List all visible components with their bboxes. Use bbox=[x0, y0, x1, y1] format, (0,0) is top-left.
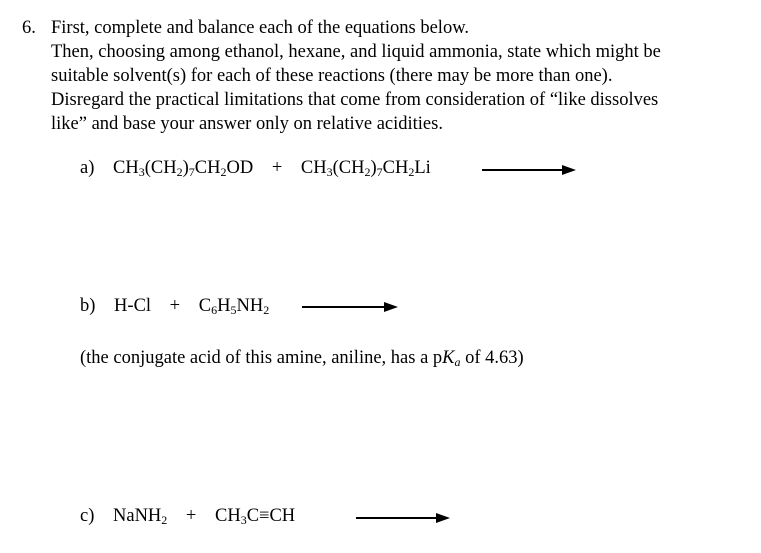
reaction-b-reactant-2: $C_6H_5NH_2$ bbox=[198, 296, 270, 317]
reaction-a-arrow bbox=[482, 164, 576, 176]
reaction-c-plus: + bbox=[185, 506, 197, 526]
question-line-4: Disregard the practical limitations that come from consideration of “like dissolves bbox=[51, 90, 659, 110]
question-line-2: Then, choosing among ethanol, hexane, and liquid ammonia, state which might be bbox=[51, 42, 661, 62]
reaction-b-reactant-1: H-Cl bbox=[114, 296, 152, 316]
reaction-c-reactant-1: NaNH$_2$ bbox=[113, 506, 168, 527]
reaction-b-arrow bbox=[302, 301, 398, 313]
reaction-b bbox=[80, 296, 269, 317]
reaction-b-note: (the conjugate acid of this amine, aniline, has a $pK_a$ of 4.63) bbox=[80, 348, 524, 369]
question-line-1: First, complete and balance each of the equations below. bbox=[51, 18, 469, 38]
reaction-c-label: c) bbox=[80, 506, 95, 526]
question-number: 6. bbox=[22, 18, 36, 38]
reaction-b-plus: + bbox=[169, 296, 181, 316]
reaction-a-label: a) bbox=[80, 158, 95, 178]
reaction-a-reactant-1: $CH_3(CH_2)_7CH_2OD$ bbox=[113, 158, 254, 179]
question-line-3: suitable solvent(s) for each of these reactions (there may be more than one). bbox=[51, 66, 613, 86]
reaction-c bbox=[80, 506, 295, 527]
reaction-a bbox=[80, 158, 431, 179]
reaction-c-arrow bbox=[356, 512, 450, 524]
reaction-a-reactant-2: $CH_3(CH_2)_7CH_2Li$ bbox=[300, 158, 431, 179]
question-line-5: like” and base your answer only on relative acidities. bbox=[51, 114, 443, 134]
reaction-a-plus: + bbox=[271, 158, 283, 178]
reaction-c-reactant-2: $CH_3C\equiv CH$ bbox=[214, 506, 296, 527]
reaction-b-label: b) bbox=[80, 296, 96, 316]
